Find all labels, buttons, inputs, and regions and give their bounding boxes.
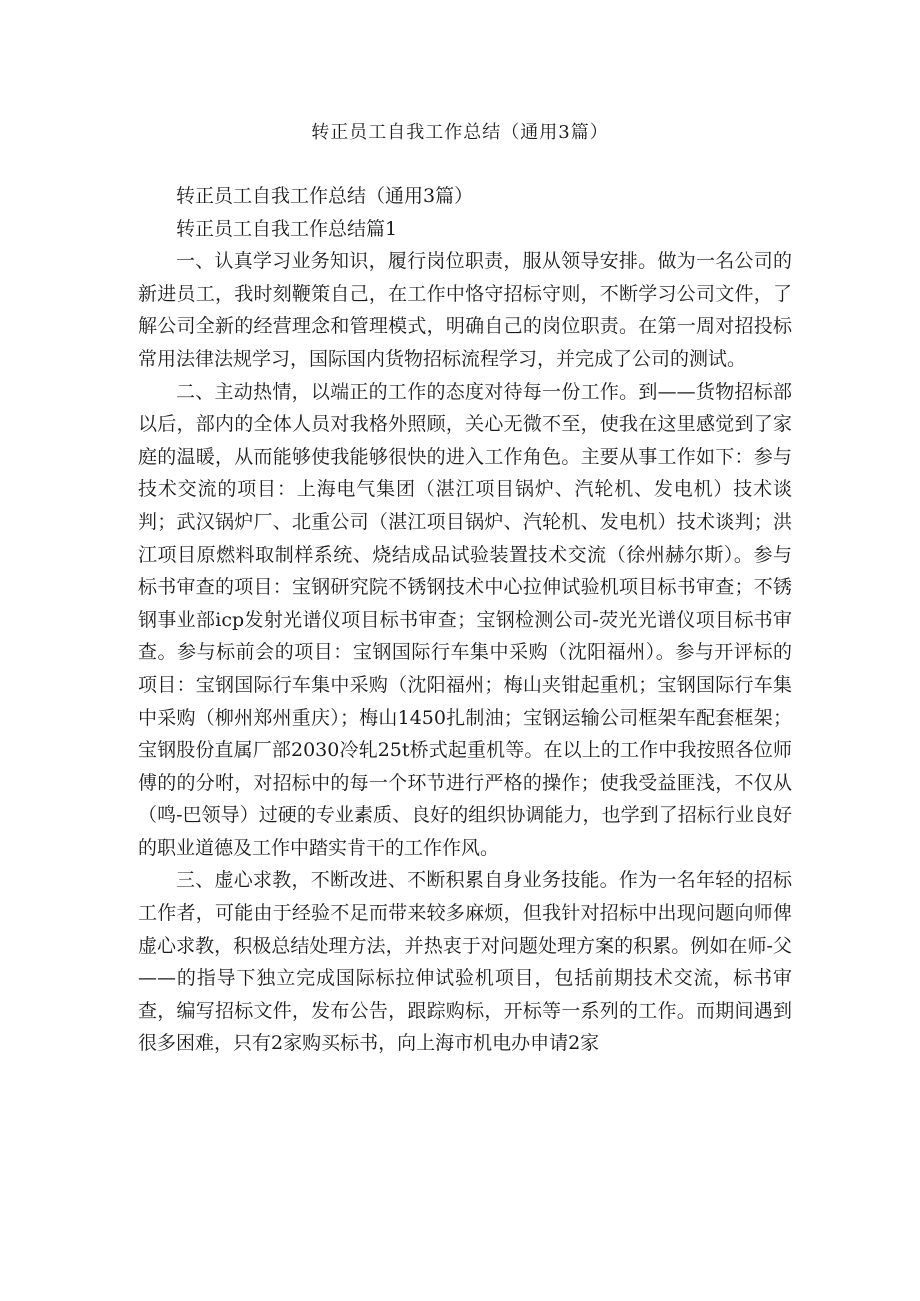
body-paragraph: 一、认真学习业务知识，履行岗位职责，服从领导安排。做为一名公司的新进员工，我时刻鞭策自己，在工作中恪守招标守则，不断学习公司文件，了解公司全新的经营理念和管理模式，明确自己的岗位职责。在第一周对招投标常用法律法规学习，国际国内货物招标流程学习，并完成了公司的测试。 [138,250,792,370]
document-body [138,180,792,1060]
document-title: 转正员工自我工作总结（通用3篇） [311,122,609,143]
body-paragraph: 二、主动热情，以端正的工作的态度对待每一份工作。到——货物招标部以后，部内的全体人员对我格外照顾，关心无微不至，使我在这里感觉到了家庭的温暖，从而能够使我能够很快的进入工作角色。主要从事工作如下：参与技术交流的项目：上海电气集团（湛江项目锅炉、汽轮机、发电机）技术谈判；武汉锅炉厂、北重公司（湛江项目锅炉、汽轮机、发电机）技术谈判；洪江项目原燃料取制样系统、烧结成品试验装置技术交流（徐州赫尔斯）。参与标书审查的项目：宝钢研究院不锈钢技术中心拉伸试验机项目标书审查；不锈钢事业部icp发射光谱仪项目标书审查；宝钢检测公司-荧光光谱仪项目标书审查。参与标前会的项目：宝钢国际行车集中采购（沈阳福州）。参与开评标的项目：宝钢国际行车集中采购（沈阳福州；梅山夹钳起重机；宝钢国际行车集中采购（柳州郑州重庆）；梅山1450扎制油；宝钢运输公司框架车配套框架；宝钢股份直属厂部2030冷轧25t桥式起重机等。在以上的工作中我按照各位师傅的的分咐，对招标中的每一个环节进行严格的操作；使我受益匪浅，不仅从（鸣-巴领导）过硬的专业素质、良好的组织协调能力，也学到了招标行业良好的职业道德及工作中踏实肯干的工作作风。 [138,380,792,859]
body-paragraph: 三、虚心求教，不断改进、不断积累自身业务技能。作为一名年轻的招标工作者，可能由于经验不足而带来较多麻烦，但我针对招标中出现问题向师俾虚心求教，积极总结处理方法，并热衷于对问题处理方案的积累。例如在师-父——的指导下独立完成国际标拉伸试验机项目，包括前期技术交流，标书审查，编写招标文件，发布公告，跟踪购标，开标等一系列的工作。而期间遇到很多困难，只有2家购买标书，向上海市机电办申请2家 [138,869,792,1055]
subtitle-paragraph: 转正员工自我工作总结（通用3篇） [176,185,474,207]
section-heading: 转正员工自我工作总结篇1 [176,217,398,240]
